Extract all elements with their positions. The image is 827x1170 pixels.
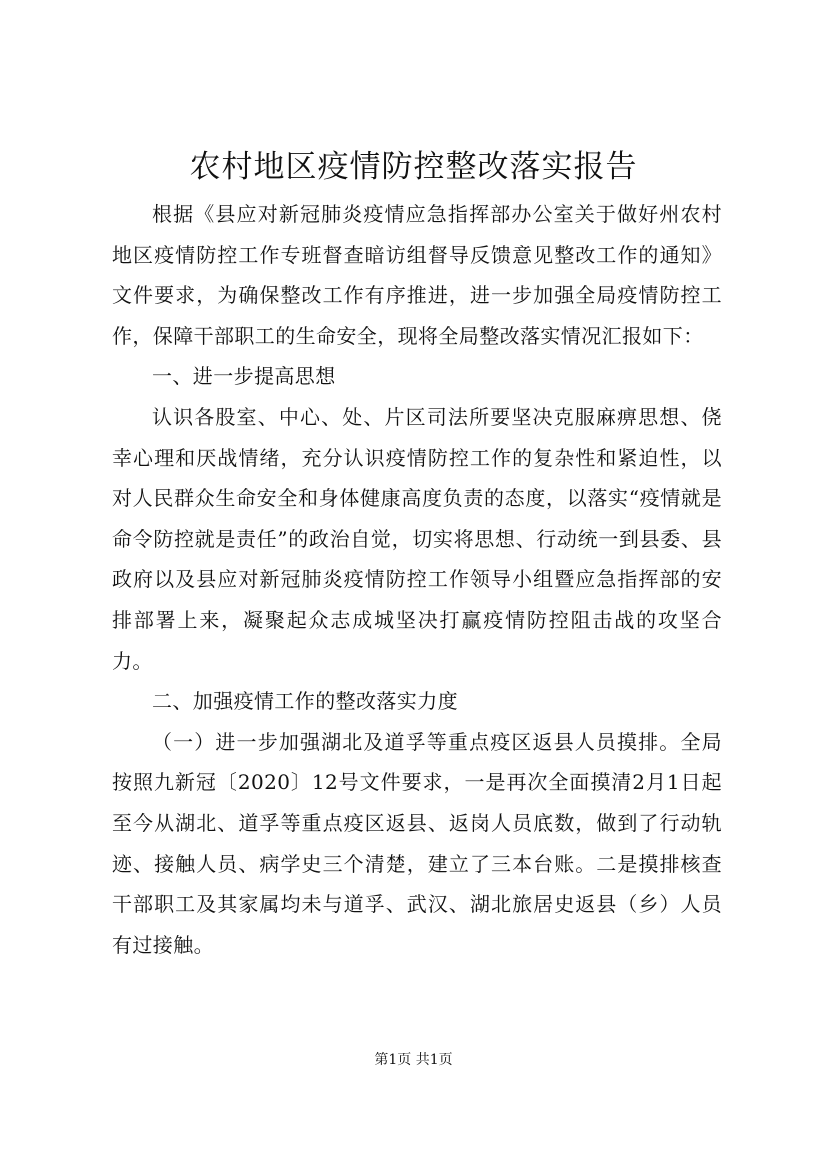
- section-2-paragraph: （一）进一步加强湖北及道孚等重点疫区返县人员摸排。全局按照九新冠〔2020〕12号文件要求，一是再次全面摸清2月1日起至今从湖北、道孚等重点疫区返县、返岗人员底数，做到了行动轨迹、接触人员、病学史三个清楚，建立了三本台账。二是摸排核查干部职工及其家属均未与道孚、武汉、湖北旅居史返县（乡）人员有过接触。: [112, 729, 722, 957]
- section-heading-2: 二、加强疫情工作的整改落实力度: [152, 689, 458, 714]
- section-1-paragraph: 认识各股室、中心、处、片区司法所要坚决克服麻痹思想、侥幸心理和厌战情绪，充分认识疫情防控工作的复杂性和紧迫性，以对人民群众生命安全和身体健康高度负责的态度，以落实“疫情就是命令防控就是责任”的政治自觉，切实将思想、行动统一到县委、县政府以及县应对新冠肺炎疫情防控工作领导小组暨应急指挥部的安排部署上来，凝聚起众志成城坚决打赢疫情防控阻击战的攻坚合力。: [112, 404, 722, 673]
- intro-paragraph: 根据《县应对新冠肺炎疫情应急指挥部办公室关于做好州农村地区疫情防控工作专班督查暗访组督导反馈意见整改工作的通知》文件要求，为确保整改工作有序推进，进一步加强全局疫情防控工作，保障干部职工的生命安全，现将全局整改落实情况汇报如下：: [112, 202, 722, 348]
- section-heading-1: 一、进一步提高思想: [152, 364, 336, 389]
- page-footer: 第1页 共1页: [374, 1052, 453, 1068]
- document-title: 农村地区疫情防控整改落实报告: [189, 149, 638, 185]
- document-body: [112, 194, 722, 965]
